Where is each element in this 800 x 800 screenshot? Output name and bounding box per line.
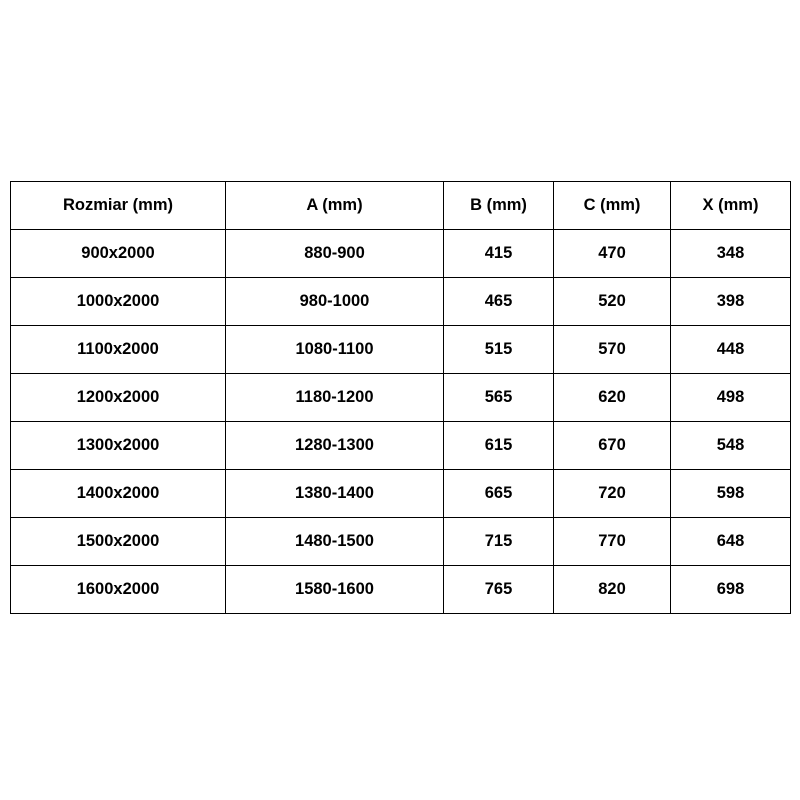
- cell-a: 1180-1200: [226, 374, 444, 422]
- column-header-rozmiar: Rozmiar (mm): [11, 182, 226, 230]
- column-header-b: B (mm): [444, 182, 554, 230]
- cell-rozmiar: 1200x2000: [11, 374, 226, 422]
- cell-c: 670: [554, 422, 671, 470]
- cell-c: 620: [554, 374, 671, 422]
- cell-a: 1280-1300: [226, 422, 444, 470]
- cell-b: 565: [444, 374, 554, 422]
- cell-b: 415: [444, 230, 554, 278]
- cell-a: 1480-1500: [226, 518, 444, 566]
- cell-c: 720: [554, 470, 671, 518]
- cell-x: 498: [671, 374, 791, 422]
- cell-rozmiar: 900x2000: [11, 230, 226, 278]
- column-header-a: A (mm): [226, 182, 444, 230]
- cell-a: 1380-1400: [226, 470, 444, 518]
- cell-b: 515: [444, 326, 554, 374]
- table-row: [11, 422, 791, 470]
- column-header-c: C (mm): [554, 182, 671, 230]
- table-header-row: [11, 182, 791, 230]
- cell-x: 648: [671, 518, 791, 566]
- cell-a: 1080-1100: [226, 326, 444, 374]
- table-body: [11, 230, 791, 614]
- cell-x: 598: [671, 470, 791, 518]
- cell-x: 448: [671, 326, 791, 374]
- cell-b: 715: [444, 518, 554, 566]
- cell-x: 698: [671, 566, 791, 614]
- cell-rozmiar: 1500x2000: [11, 518, 226, 566]
- column-header-x: X (mm): [671, 182, 791, 230]
- size-specification-table: [10, 181, 791, 614]
- cell-c: 770: [554, 518, 671, 566]
- cell-rozmiar: 1000x2000: [11, 278, 226, 326]
- cell-a: 980-1000: [226, 278, 444, 326]
- cell-rozmiar: 1400x2000: [11, 470, 226, 518]
- spec-table-container: [10, 181, 790, 614]
- table-row: [11, 326, 791, 374]
- cell-rozmiar: 1600x2000: [11, 566, 226, 614]
- cell-a: 880-900: [226, 230, 444, 278]
- cell-rozmiar: 1300x2000: [11, 422, 226, 470]
- cell-b: 465: [444, 278, 554, 326]
- cell-x: 348: [671, 230, 791, 278]
- table-row: [11, 230, 791, 278]
- cell-c: 820: [554, 566, 671, 614]
- cell-b: 765: [444, 566, 554, 614]
- cell-a: 1580-1600: [226, 566, 444, 614]
- cell-b: 615: [444, 422, 554, 470]
- table-row: [11, 374, 791, 422]
- cell-rozmiar: 1100x2000: [11, 326, 226, 374]
- table-header: [11, 182, 791, 230]
- table-row: [11, 278, 791, 326]
- table-row: [11, 566, 791, 614]
- table-row: [11, 470, 791, 518]
- cell-x: 398: [671, 278, 791, 326]
- cell-c: 470: [554, 230, 671, 278]
- cell-c: 520: [554, 278, 671, 326]
- table-row: [11, 518, 791, 566]
- cell-x: 548: [671, 422, 791, 470]
- cell-c: 570: [554, 326, 671, 374]
- cell-b: 665: [444, 470, 554, 518]
